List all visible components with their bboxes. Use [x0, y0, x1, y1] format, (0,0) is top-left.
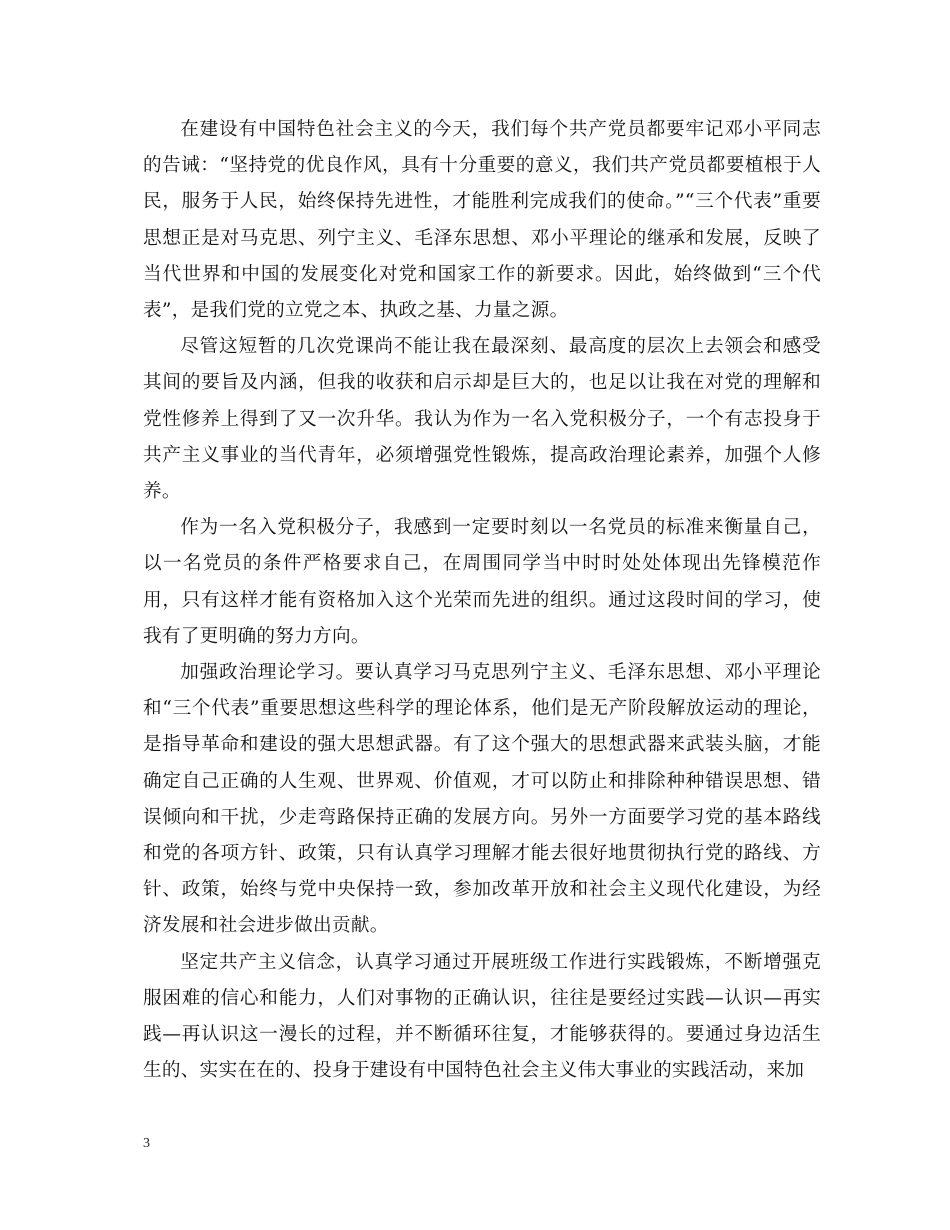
- paragraph-3: 作为一名入党积极分子，我感到一定要时刻以一名党员的标准来衡量自己，以一名党员的条件严格要求自己，在周围同学当中时时处处体现出先锋模范作用，只有这样才能有资格加入这个光荣而先进的组织。通过这段时间的学习，使我有了更明确的努力方向。: [143, 517, 821, 647]
- paragraph-1: 在建设有中国特色社会主义的今天，我们每个共产党员都要牢记邓小平同志的告诫：“坚持党的优良作风，具有十分重要的意义，我们共产党员都要植根于人民，服务于人民，始终保持先进性，才能胜利完成我们的使命。”“三个代表”重要思想正是对马克思、列宁主义、毛泽东思想、邓小平理论的继承和发展，反映了当代世界和中国的发展变化对党和国家工作的新要求。因此，始终做到“三个代表”，是我们党的立党之本、执政之基、力量之源。: [143, 119, 821, 322]
- paragraph-2: 尽管这短暂的几次党课尚不能让我在最深刻、最高度的层次上去领会和感受其间的要旨及内涵，但我的收获和启示却是巨大的，也足以让我在对党的理解和党性修养上得到了又一次升华。我认为作为一名入党积极分子，一个有志投身于共产主义事业的当代青年，必须增强党性锻炼，提高政治理论素养，加强个人修养。: [143, 336, 821, 503]
- paragraph-4: 加强政治理论学习。要认真学习马克思列宁主义、毛泽东思想、邓小平理论和“三个代表”重要思想这些科学的理论体系，他们是无产阶段解放运动的理论，是指导革命和建设的强大思想武器。有了这个强大的思想武器来武装头脑，才能确定自己正确的人生观、世界观、价值观，才可以防止和排除种种错误思想、错误倾向和干扰，少走弯路保持正确的发展方向。另外一方面要学习党的基本路线和党的各项方针、政策，只有认真学习理解才能去很好地贯彻执行党的路线、方针、政策，始终与党中央保持一致，参加改革开放和社会主义现代化建设，为经济发展和社会进步做出贡献。: [143, 662, 821, 937]
- page-number: 3: [143, 1136, 150, 1151]
- document-body: [143, 112, 821, 1089]
- paragraph-5: 坚定共产主义信念，认真学习通过开展班级工作进行实践锻炼，不断增强克服困难的信心和能力，人们对事物的正确认识，往往是要经过实践—认识—再实践—再认识这一漫长的过程，并不断循环往复，才能够获得的。要通过身边活生生的、实实在在的、投身于建设有中国特色社会主义伟大事业的实践活动，来加: [143, 951, 821, 1082]
